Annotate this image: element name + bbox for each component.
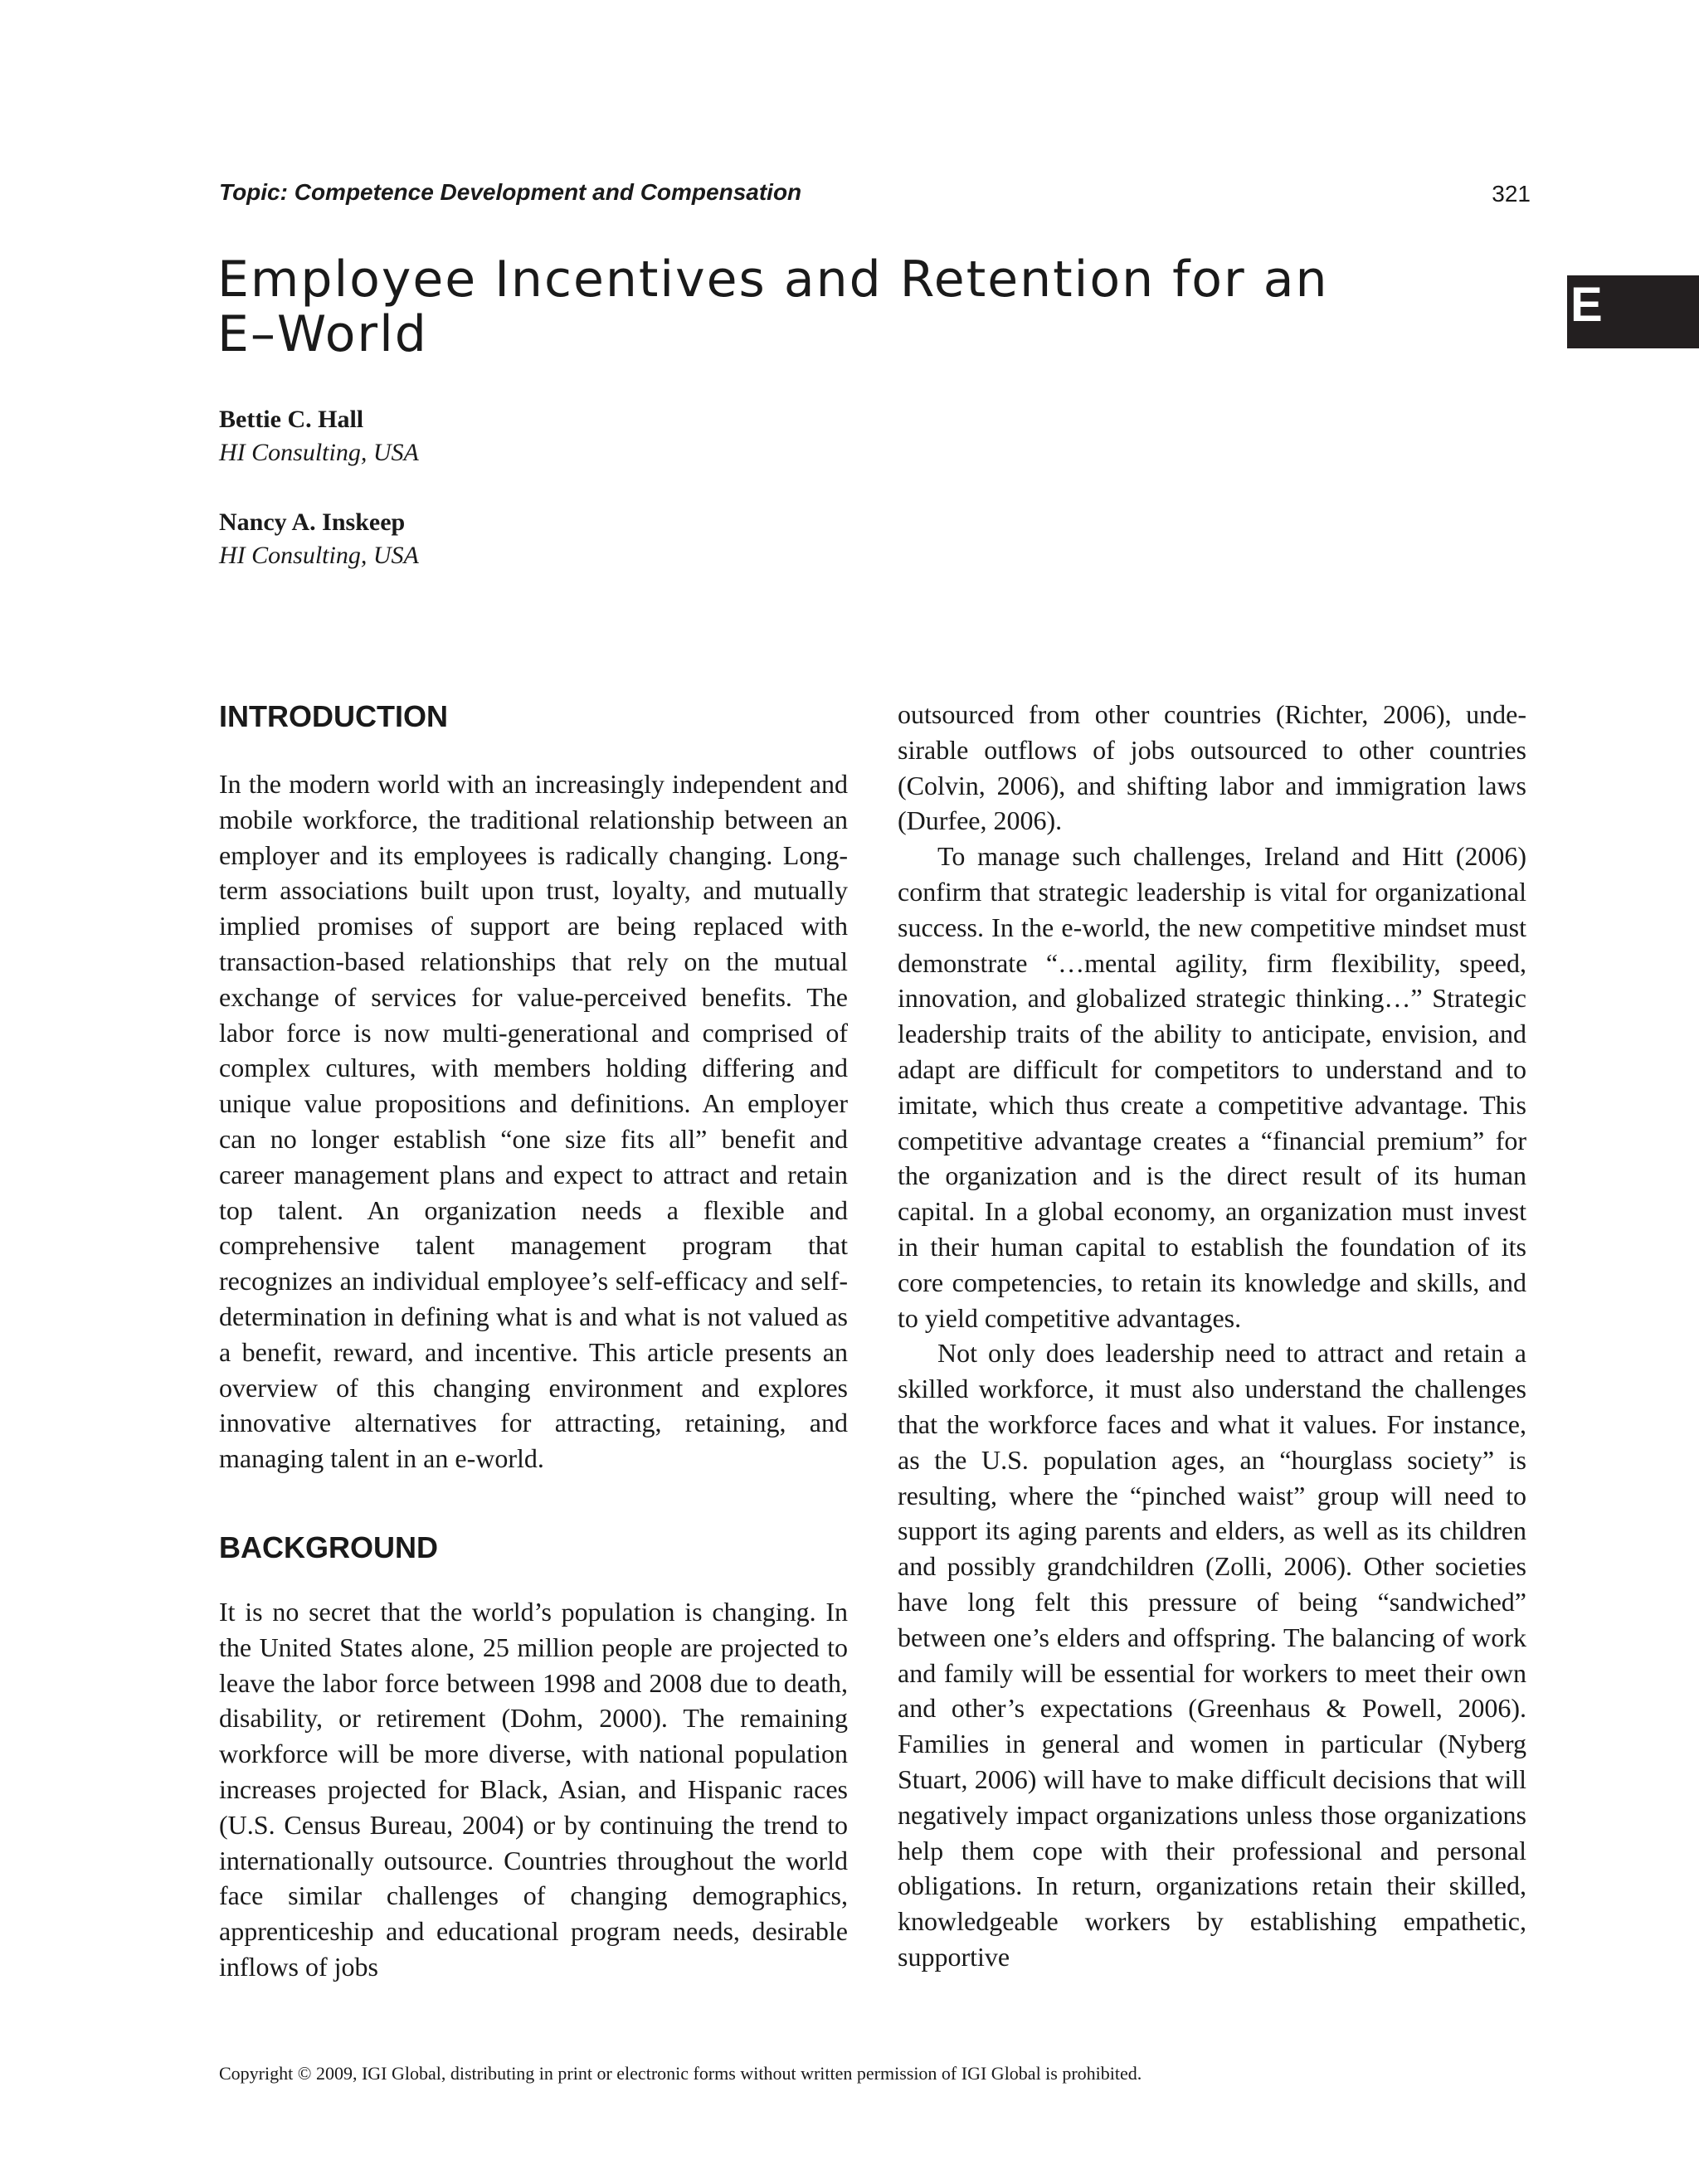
background-paragraph-1: It is no secret that the world’s population is changing. In the United States alone, 25 million people are projected to leave the labor force between 1998 and 2008 due to death, disability, or retirement (Dohm, 2000). The remaining workforce will be more diverse, with national population increases projected for Black, Asian, and Hispanic races (U.S. Census Bureau, 2004) or by continuing the trend to internationally outsource. Countries throughout the world face similar challenges of changing demographics, apprenticeship and educational program needs, desirable inflows of jobs (219, 1596, 848, 1982)
background-paragraph-2: To manage such challenges, Ireland and Hitt (2006) confirm that strategic leadership is vital for organizational success. In the e-world, the new competitive mindset must demonstrate “…mental agility, firm flexibility, speed, innovation, and globalized strategic thinking…” Strategic leadership traits of the ability to anticipate, envision, and adapt are difficult for competitors to understand and to imitate, which thus create a competitive advantage. This competitive advantage creates a “financial premium” for the organization and is the direct result of its human capital. In a global economy, an organization must invest in their human capital to establish the foundation of its core competencies, to retain its knowledge and skills, and to yield competitive advantages. (898, 841, 1526, 1333)
author-name: Bettie C. Hall (219, 406, 364, 433)
left-column (219, 693, 848, 1985)
page-number: 321 (1492, 181, 1531, 207)
introduction-paragraph: In the modern world with an increasingly independent and mobile workforce, the traditional relationship between an employer and its employees is radically changing. Long-term associations built upon trust, loyalty, and mutually implied promises of support are being replaced with transaction-based relationships that rely on the mutual exchange of services for value-perceived benefits. The labor force is now multi-generational and comprised of complex cultures, with members holding differing and unique value propositions and definitions. An employer can no longer establish “one size fits all” benefit and career management plans and expect to attract and retain top talent. An organization needs a flexible and comprehensive talent management program that recognizes an individual employee’s self-efficacy and self-determination in defining what is and what is not valued as a benefit, reward, and incentive. This article presents an overview of this changing environment and explores innovative alternatives for attracting, retaining, and managing talent in an e-world. (219, 769, 848, 1474)
right-column (898, 697, 1526, 1975)
author-block (219, 506, 419, 572)
copyright-footer: Copyright © 2009, IGI Global, distributing in print or electronic forms without written permission of IGI Global is prohibited. (219, 2063, 1142, 2084)
article-title: Employee Incentives and Retention for an E–World (217, 251, 1329, 363)
background-paragraph-3: Not only does leadership need to attract and retain a skilled workforce, it must also understand the challenges that the workforce faces and what it values. For instance, as the U.S. population ages, an “hourglass society” is resulting, where the “pinched waist” group will need to support its aging parents and elders, as well as its children and possibly grandchildren (Zolli, 2006). Other societies have long felt this pressure of being “sandwiched” between one’s elders and offspring. The balancing of work and family will be essential for workers to meet their own and other’s expectations (Greenhaus & Powell, 2006). Families in general and women in particular (Nyberg Stuart, 2006) will have to make difficult decisions that will negatively impact organizations unless those organizations help them cope with their professional and personal obligations. In return, organizations retain their skilled, knowledgeable workers by establishing empathetic, supportive (898, 1338, 1526, 1972)
author-block (219, 403, 419, 469)
section-tab (1567, 275, 1699, 348)
author-affiliation: HI Consulting, USA (219, 439, 419, 466)
background-heading: BACKGROUND (219, 1530, 438, 1564)
section-tab-letter: E (1570, 278, 1603, 332)
author-affiliation: HI Consulting, USA (219, 542, 419, 569)
background-paragraph-1-continued: outsourced from other countries (Richter, 2006), undesirable outflows of jobs outsourced to other countries (Colvin, 2006), and shifting labor and immigration laws (Durfee, 2006). (898, 699, 1526, 836)
introduction-heading: INTRODUCTION (219, 699, 448, 733)
author-name: Nancy A. Inskeep (219, 508, 406, 536)
topic-header: Topic: Competence Development and Compensation (219, 179, 802, 205)
